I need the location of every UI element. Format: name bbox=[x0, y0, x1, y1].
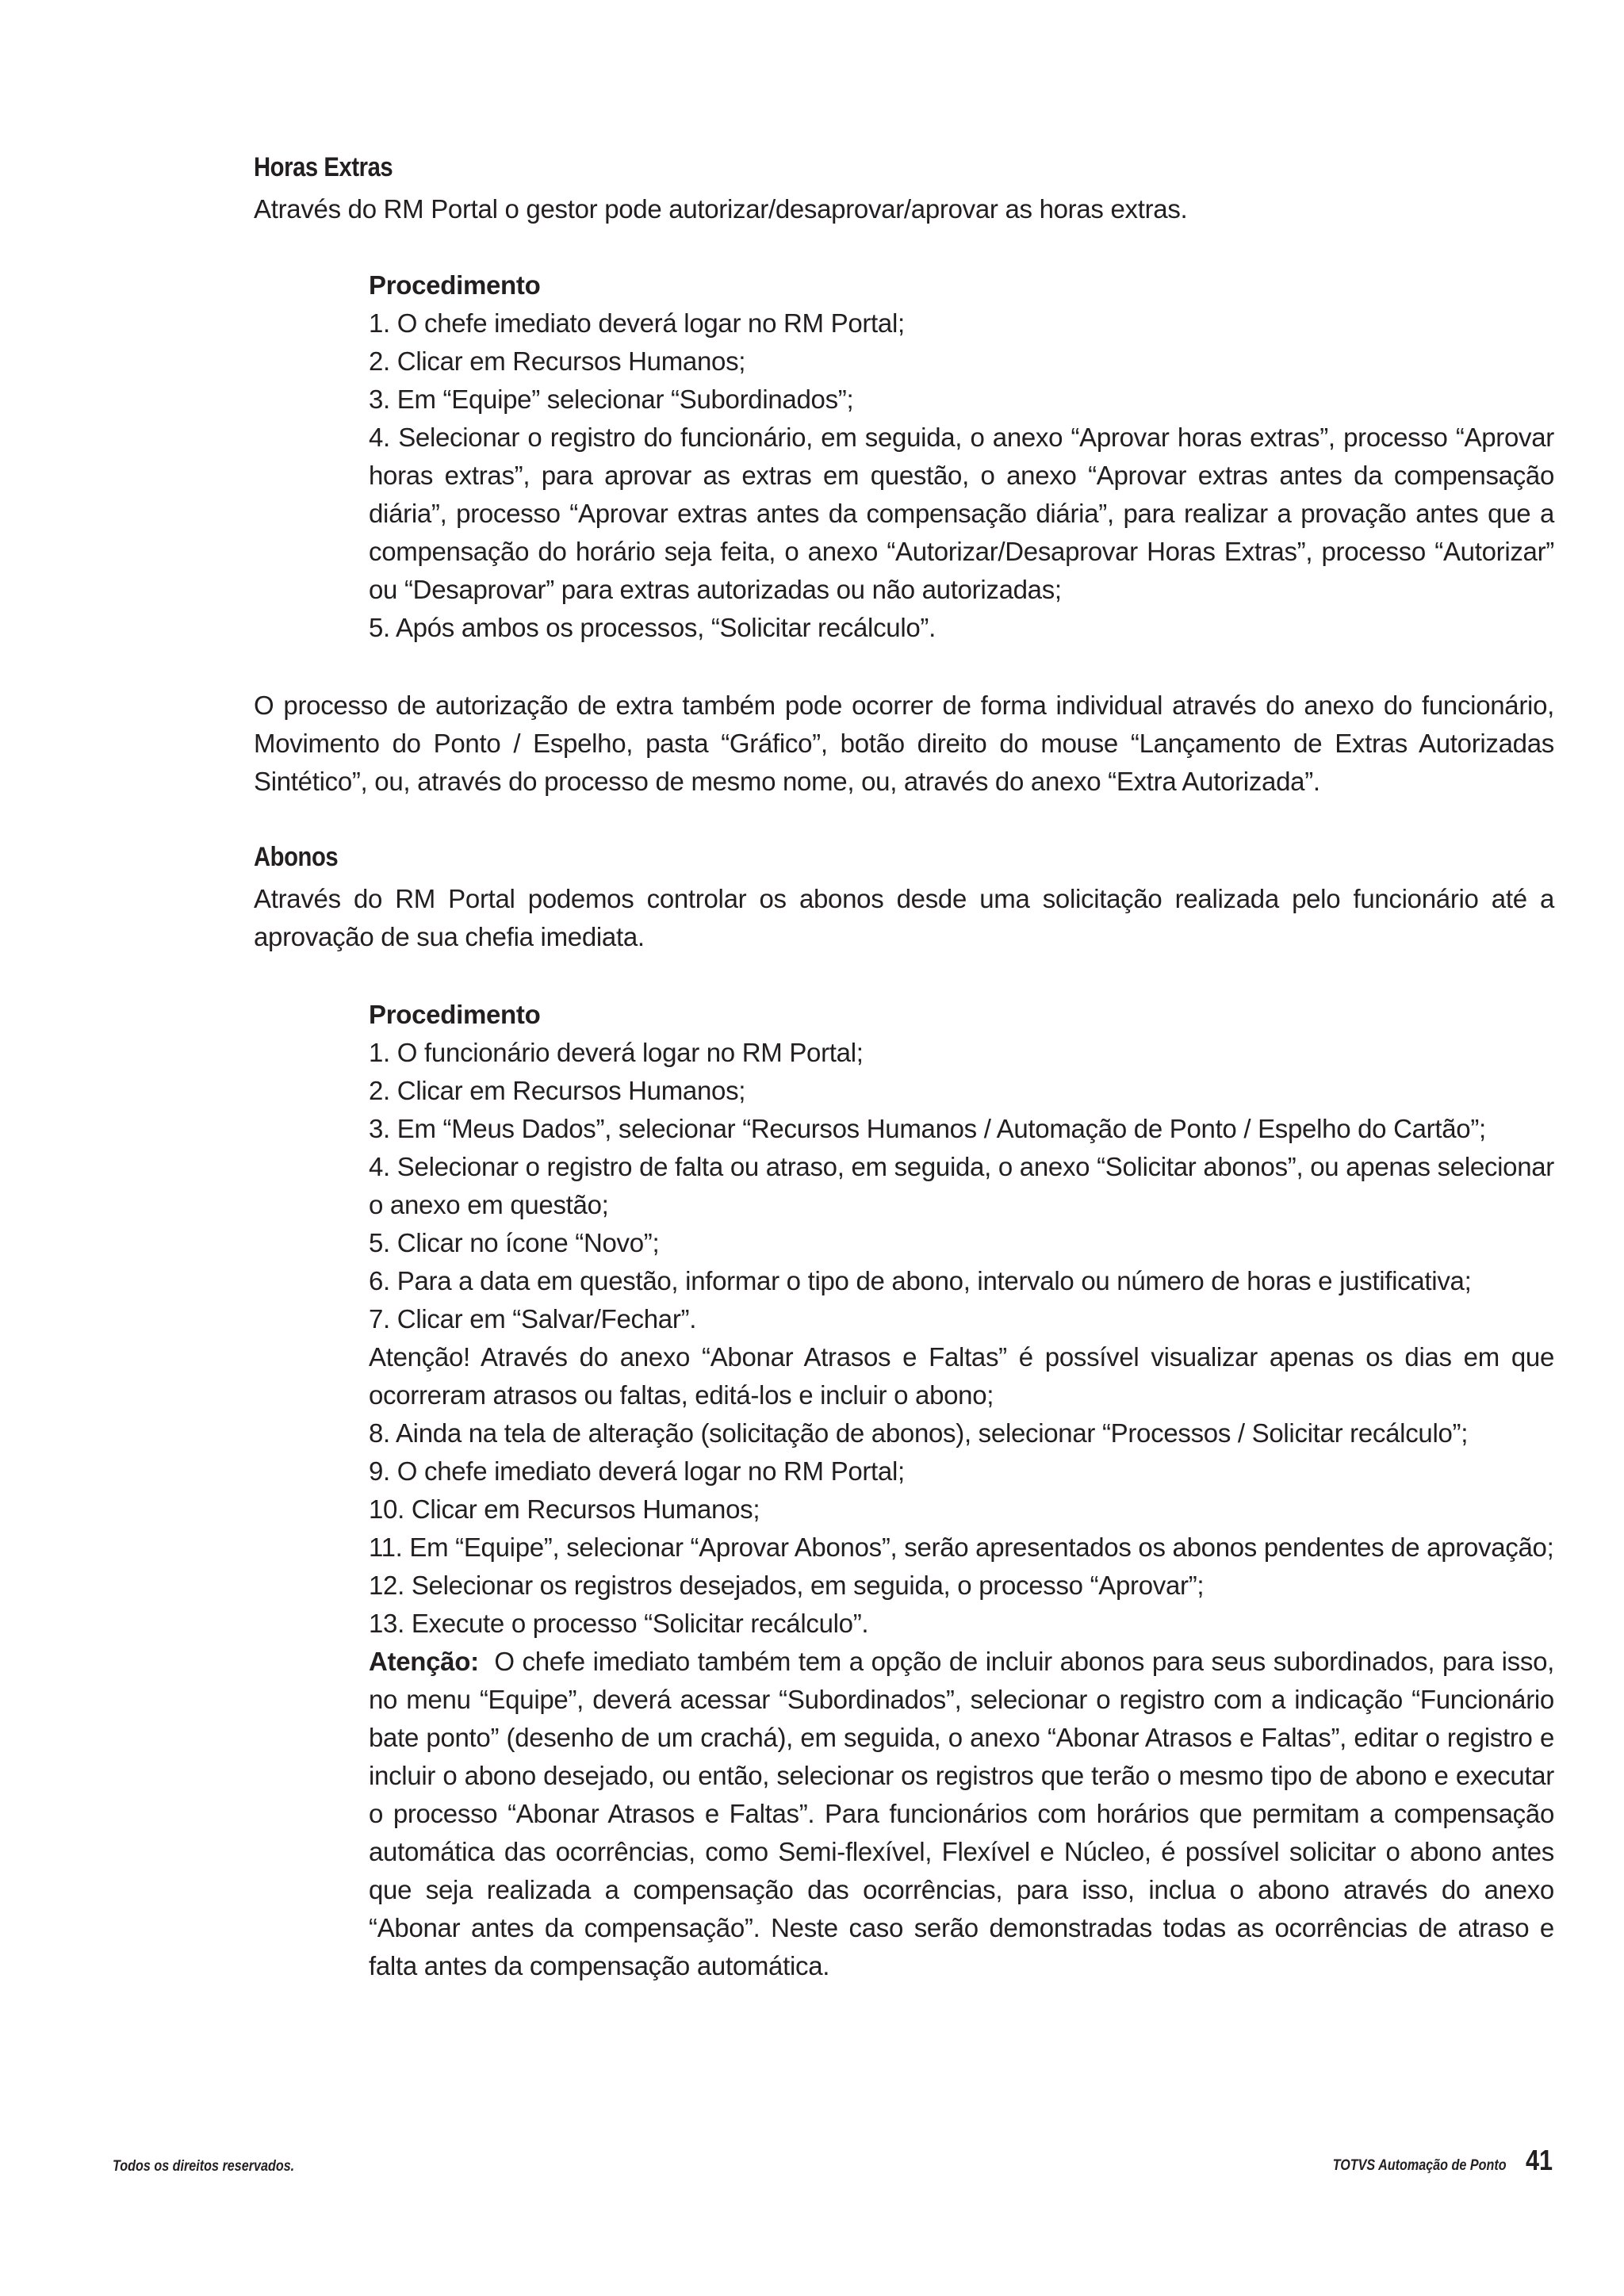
procedure-step: 2. Clicar em Recursos Humanos; bbox=[369, 346, 746, 376]
procedure-step: 4. Selecionar o registro do funcionário, em seguida, o anexo “Aprovar horas extras”, processo “Aprovar horas extras”, para aprovar as extras em questão, o anexo “Aprovar extras antes da compensação diária”, processo “Aprovar extras antes da compensação diária”, para realizar a provação antes que a compensação do horário seja feita, o anexo “Autorizar/Desaprovar Horas Extras”, processo “Autorizar” ou “Desaprovar” para extras autorizadas ou não autorizadas; bbox=[369, 423, 1554, 604]
footer-brand: TOTVS Automação de Ponto bbox=[1333, 2157, 1507, 2174]
procedure-step: 5. Após ambos os processos, “Solicitar recálculo”. bbox=[369, 613, 936, 642]
footer-right bbox=[1302, 2144, 1553, 2177]
horas-extras-procedure bbox=[369, 266, 1554, 647]
horas-extras-intro: Através do RM Portal o gestor pode autorizar/desaprovar/aprovar as horas extras. bbox=[254, 194, 1188, 224]
procedure-step: 4. Selecionar o registro de falta ou atraso, em seguida, o anexo “Solicitar abonos”, ou apenas selecionar o anexo em questão; bbox=[369, 1152, 1554, 1219]
footer-rights: Todos os direitos reservados. bbox=[113, 2158, 295, 2175]
procedure-step: 5. Clicar no ícone “Novo”; bbox=[369, 1228, 660, 1257]
procedure-title: Procedimento bbox=[369, 270, 541, 300]
procedure-step: 3. Em “Meus Dados”, selecionar “Recursos Humanos / Automação de Ponto / Espelho do Cartão”; bbox=[369, 1114, 1486, 1143]
attention-paragraph bbox=[369, 1643, 1554, 1985]
page-number: 41 bbox=[1525, 2144, 1553, 2176]
abonos-intro: Através do RM Portal podemos controlar os abonos desde uma solicitação realizada pelo funcionário até a aprovação de sua chefia imediata. bbox=[254, 884, 1554, 951]
procedure-step: 2. Clicar em Recursos Humanos; bbox=[369, 1076, 746, 1105]
attention-label: Atenção: bbox=[369, 1647, 479, 1676]
procedure-step: 8. Ainda na tela de alteração (solicitação de abonos), selecionar “Processos / Solicitar recálculo”; bbox=[369, 1418, 1469, 1448]
procedure-step: 3. Em “Equipe” selecionar “Subordinados”; bbox=[369, 385, 854, 414]
procedure-title: Procedimento bbox=[369, 1000, 541, 1029]
horas-extras-note: O processo de autorização de extra também pode ocorrer de forma individual através do anexo do funcionário, Movimento do Ponto / Espelho, pasta “Gráfico”, botão direito do mouse “Lançamento de Extras Autorizadas Sintético”, ou, através do processo de mesmo nome, ou, através do anexo “Extra Autorizada”. bbox=[254, 691, 1554, 796]
abonos-heading: Abonos bbox=[254, 842, 339, 872]
procedure-step: 13. Execute o processo “Solicitar recálculo”. bbox=[369, 1609, 869, 1638]
procedure-step: 7. Clicar em “Salvar/Fechar”. bbox=[369, 1304, 697, 1334]
procedure-step: 10. Clicar em Recursos Humanos; bbox=[369, 1494, 760, 1524]
procedure-step: Atenção! Através do anexo “Abonar Atrasos e Faltas” é possível visualizar apenas os dias em que ocorreram atrasos ou faltas, editá-los e incluir o abono; bbox=[369, 1342, 1554, 1410]
procedure-step: 6. Para a data em questão, informar o tipo de abono, intervalo ou número de horas e justificativa; bbox=[369, 1266, 1472, 1295]
procedure-step: 11. Em “Equipe”, selecionar “Aprovar Abonos”, serão apresentados os abonos pendentes de aprovação; bbox=[369, 1533, 1554, 1562]
abonos-procedure bbox=[369, 996, 1554, 1985]
procedure-step: 1. O chefe imediato deverá logar no RM Portal; bbox=[369, 308, 905, 338]
horas-extras-heading: Horas Extras bbox=[254, 152, 393, 182]
attention-text: O chefe imediato também tem a opção de incluir abonos para seus subordinados, para isso, no menu “Equipe”, deverá acessar “Subordinados”, selecionar o registro com a indicação “Funcionário bate ponto” (desenho de um crachá), em seguida, o anexo “Abonar Atrasos e Faltas”, editar o registro e incluir o abono desejado, ou então, selecionar os registros que terão o mesmo tipo de abono e executar o processo “Abonar Atrasos e Faltas”. Para funcionários com horários que permitam a compensação automática das ocorrências, como Semi-flexível, Flexível e Núcleo, é possível solicitar o abono antes que seja realizada a compensação das ocorrências, para isso, inclua o abono através do anexo “Abonar antes da compensação”. Neste caso serão demonstradas todas as ocorrências de atraso e falta antes da compensação automática. bbox=[369, 1647, 1554, 1980]
procedure-step: 1. O funcionário deverá logar no RM Portal; bbox=[369, 1038, 864, 1067]
procedure-step: 9. O chefe imediato deverá logar no RM Portal; bbox=[369, 1456, 905, 1486]
procedure-step: 12. Selecionar os registros desejados, em seguida, o processo “Aprovar”; bbox=[369, 1571, 1205, 1600]
